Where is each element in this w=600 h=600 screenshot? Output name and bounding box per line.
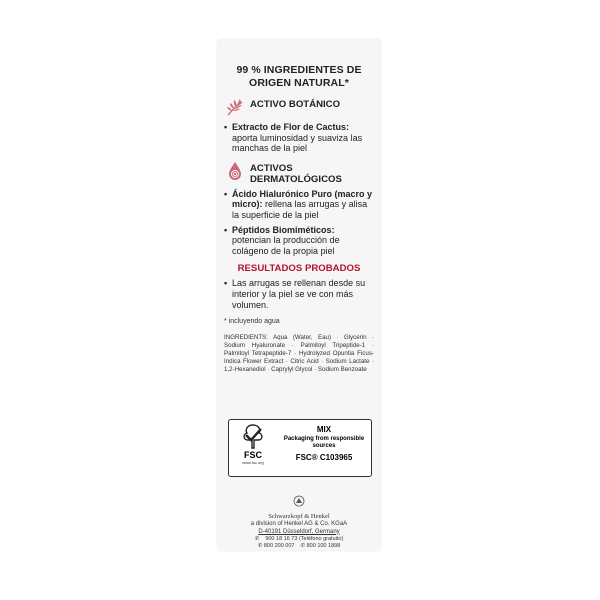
hyaluronic-text: rellena las arrugas y alisa la superficie de la piel [232,199,368,220]
phone-line-2 [218,543,380,550]
phone-icon: ✆ [257,543,264,549]
henkel-emblem-icon [293,495,305,507]
fsc-logo [229,420,277,476]
natural-origin-header: 99 % INGREDIENTES DE ORIGEN NATURAL* [236,64,362,89]
fsc-certification-box [228,419,372,477]
cactus-extract-text: aporta luminosidad y suaviza las manchas de la piel [232,132,363,154]
list-item: • Las arrugas se rellenan desde su interior y la piel se ve con más volumen. [224,278,374,310]
phone-number-3: 800 100 1898 [306,543,341,549]
footnote: * incluyendo agua [224,318,280,326]
dermatological-title: ACTIVOS DERMATOLÓGICOS [250,162,342,185]
fsc-text [277,420,371,476]
peptides-label: Péptidos Biomiméticos: [232,224,335,235]
product-box-panel [218,40,380,550]
fsc-packaging: Packaging from responsible sources [283,436,365,449]
address-line: D-40191 Düsseldorf, Germany [258,528,340,535]
phone-number-1: 900 18 16 73 (Teléfono gratuito) [265,536,344,542]
botanical-title: ACTIVO BOTÁNICO [250,99,341,110]
list-item: • Extracto de Flor de Cactus: aporta luminosidad y suaviza las manchas de la piel [224,122,363,154]
panel-content [224,64,374,374]
fsc-mix: MIX [316,425,332,434]
botanical-section [224,96,374,118]
list-item: • Péptidos Biomiméticos: potencian la producción de colágeno de la propia piel [224,224,340,256]
company-line: a division of Henkel AG & Co. KGaA [250,521,348,527]
fsc-logo-text: FSC [244,450,262,460]
phone-number-2: 800 200 007 [263,543,295,549]
brand-name: Schwarzkopf & Henkel [268,513,330,520]
dermatological-section [224,160,374,185]
results-title: RESULTADOS PROBADOS [237,263,361,275]
phone-icon: ✆ [254,536,260,542]
botanical-leaf-icon [224,96,246,118]
hyaluronic-label: Ácido Hialurónico Puro (macro y micro): [232,188,373,210]
water-drop-icon [224,160,246,182]
results-text: Las arrugas se rellenan desde su interior y la piel se ve con más volumen. [232,278,366,310]
peptides-text: potencian la producción de colágeno de la propia piel [232,235,340,256]
manufacturer-footer [218,495,380,550]
cactus-extract-label: Extracto de Flor de Cactus: [232,122,350,132]
phone-line-1 [218,536,380,543]
list-item: • Ácido Hialurónico Puro (macro y micro): rellena las arrugas y alisa la superficie de la piel [224,188,373,220]
fsc-code: FSC® C103965 [295,453,353,462]
phone-icon: ✆ [300,543,307,549]
fsc-tree-check-icon [238,423,268,451]
fsc-url: www.fsc.org [242,460,264,465]
ingredients-list: INGREDIENTS: Aqua (Water, Eau) · Glycerin · Sodium Hyaluronate · Palmitoyl Tripeptide-1 · Palmitoyl Tetrapeptide-7 · Hydrolyzed Opuntia Ficus-Indica Flower Extract · Citric Acid · Sodium Lactate · 1,2-Hexanediol · Caprylyl Glycol · Sodium Benzoate [224,334,374,374]
